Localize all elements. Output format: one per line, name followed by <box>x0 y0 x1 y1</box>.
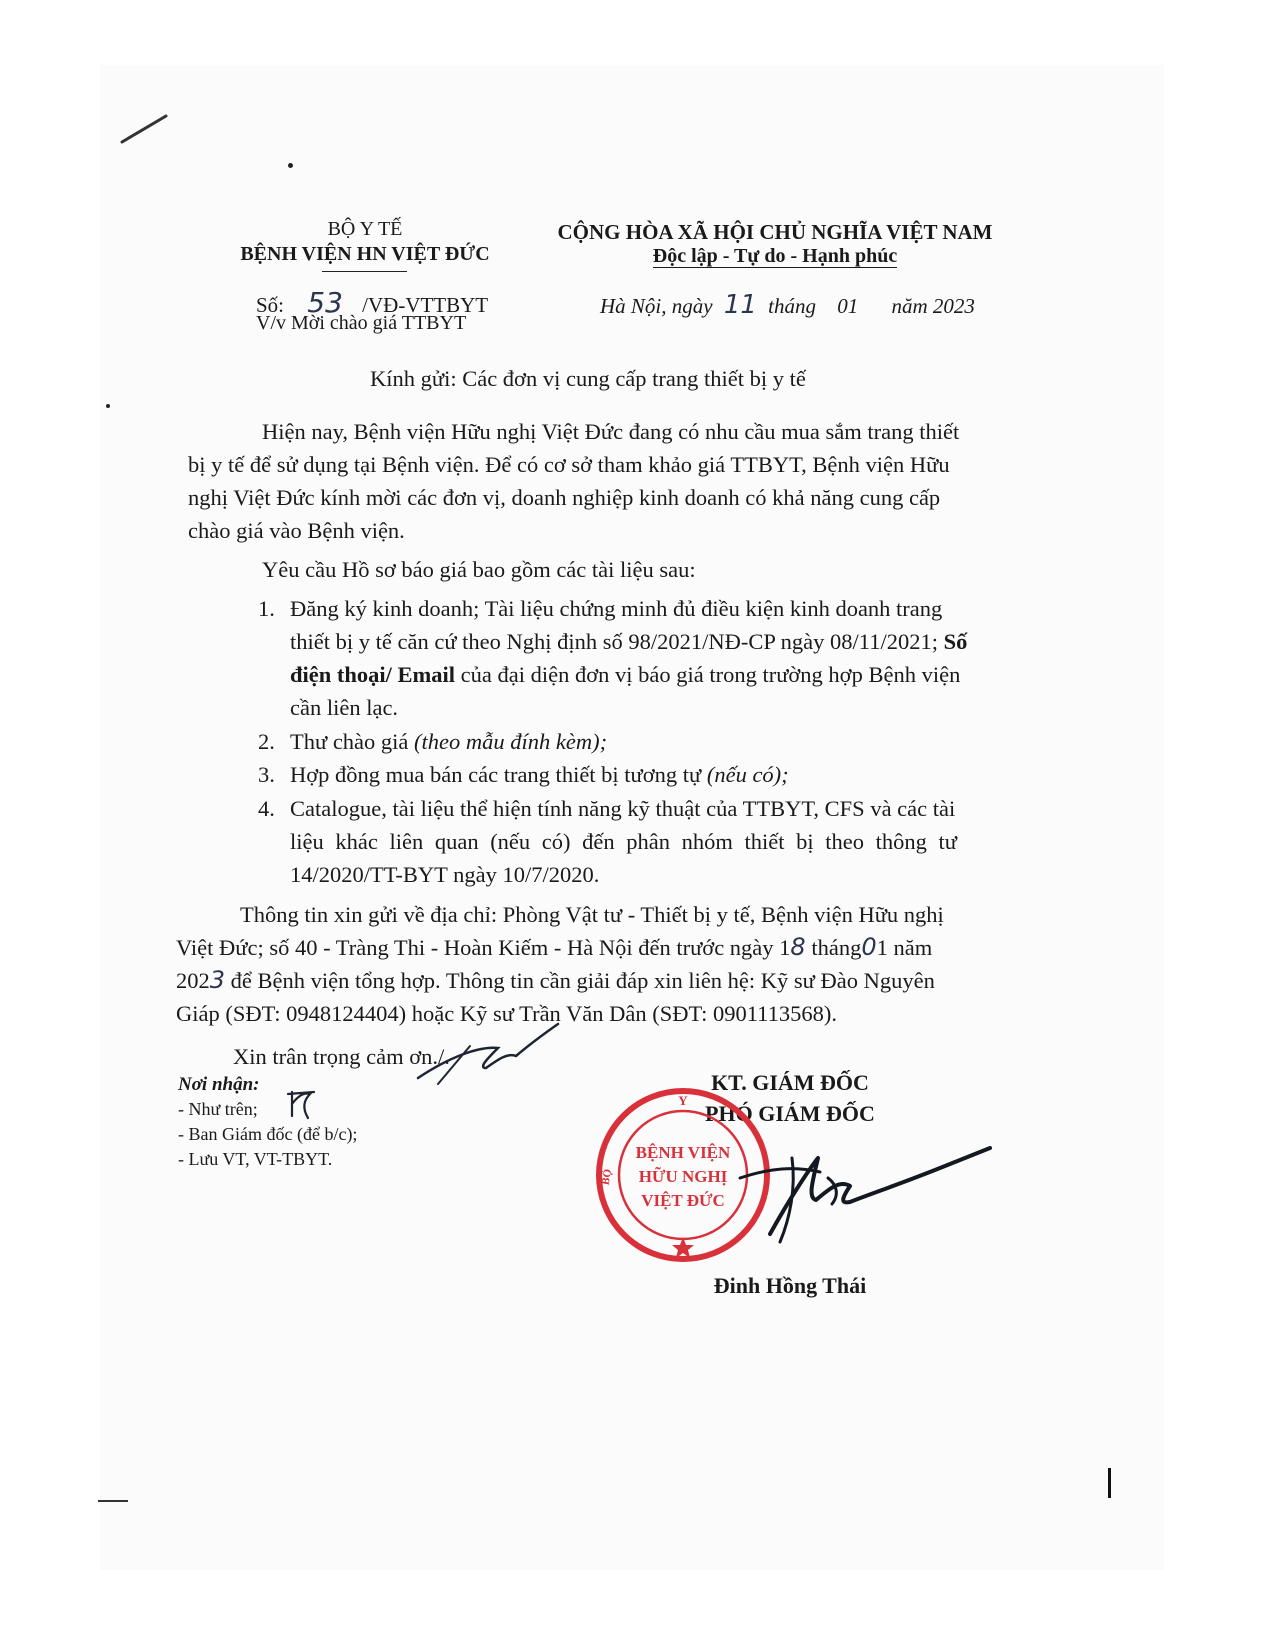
requirements-intro: Yêu cầu Hồ sơ báo giá bao gồm các tài liệu sau: <box>262 557 696 582</box>
req-num: 3. <box>258 762 275 787</box>
req-line: cần liên lạc. <box>290 695 399 720</box>
recipient-initial <box>284 1086 318 1122</box>
signer-name: Đinh Hồng Thái <box>713 1273 867 1298</box>
scan-edge-mark <box>98 1500 128 1502</box>
intro-line: bị y tế để sử dụng tại Bệnh viện. Để có cơ sở tham khảo giá TTBYT, Bệnh viện Hữu <box>188 452 950 477</box>
req-line: Hợp đồng mua bán các trang thiết bị tương tự (nếu có); <box>290 762 789 787</box>
intro-line: Hiện nay, Bệnh viện Hữu nghị Việt Đức đang có nhu cầu mua sắm trang thiết <box>262 419 960 444</box>
dot-mark <box>288 163 293 168</box>
req-line: liệu khác liên quan (nếu có) đến phân nhóm thiết bị theo thông tư <box>290 829 957 854</box>
req-line: 14/2020/TT-BYT ngày 10/7/2020. <box>290 862 600 887</box>
seal-line: HỮU NGHỊ <box>638 1167 728 1186</box>
req-line: Đăng ký kinh doanh; Tài liệu chứng minh đủ điều kiện kinh doanh trang <box>290 596 943 621</box>
req-line: Catalogue, tài liệu thể hiện tính năng kỹ thuật của TTBYT, CFS và các tài <box>290 796 956 821</box>
contact-line: 2023 để Bệnh viện tổng hợp. Thông tin cần giải đáp xin liên hệ: Kỹ sư Đào Nguyên <box>176 966 935 994</box>
seal-line: BỆNH VIỆN <box>635 1143 731 1162</box>
signature-title: KT. GIÁM ĐỐC <box>711 1070 869 1095</box>
date-line: Hà Nội, ngày 11 tháng 01 năm 2023 <box>600 290 975 320</box>
handwritten-year: 3 <box>209 966 226 994</box>
intro-line: chào giá vào Bệnh viện. <box>188 518 405 543</box>
director-signature <box>700 1138 1000 1248</box>
req-line: Thư chào giá (theo mẫu đính kèm); <box>290 729 608 754</box>
pen-mark <box>118 112 170 146</box>
handwritten-day: 11 <box>723 290 757 320</box>
subject-line: V/v Mời chào giá TTBYT <box>256 312 467 334</box>
hospital-underline <box>322 271 407 272</box>
signature-position: PHÓ GIÁM ĐỐC <box>705 1101 875 1126</box>
seal-side-letters: BỘ <box>599 1168 615 1186</box>
motto: Độc lập - Tự do - Hạnh phúc <box>652 245 898 267</box>
req-line: điện thoại/ Email của đại diện đơn vị báo giá trong trường hợp Bệnh viện <box>290 662 961 687</box>
dot-mark <box>106 404 110 408</box>
closing: Xin trân trọng cảm ơn./. <box>233 1044 450 1069</box>
ministry-name: BỘ Y TẾ <box>327 218 403 240</box>
recipient-item: - Ban Giám đốc (để b/c); <box>178 1124 358 1144</box>
intro-line: nghị Việt Đức kính mời các đơn vị, doanh nghiệp kinh doanh có khả năng cung cấp <box>188 485 941 510</box>
country-name: CỘNG HÒA XÃ HỘI CHỦ NGHĨA VIỆT NAM <box>557 220 993 244</box>
contact-line: Thông tin xin gửi về địa chỉ: Phòng Vật tư - Thiết bị y tế, Bệnh viện Hữu nghị <box>240 902 944 927</box>
handwritten-number: 53 <box>307 286 343 319</box>
handwritten-day: 8 <box>790 933 806 961</box>
greeting: Kính gửi: Các đơn vị cung cấp trang thiết bị y tế <box>370 366 806 391</box>
req-line: thiết bị y tế căn cứ theo Nghị định số 98/2021/NĐ-CP ngày 08/11/2021; Số <box>290 629 968 654</box>
handwritten-month: 0 <box>861 933 877 961</box>
req-num: 1. <box>258 596 275 621</box>
req-num: 4. <box>258 796 275 821</box>
recipients-title: Nơi nhận: <box>178 1074 260 1095</box>
seal-line: VIỆT ĐỨC <box>641 1191 725 1210</box>
scan-edge-mark <box>1108 1468 1111 1498</box>
contact-line: Việt Đức; số 40 - Tràng Thi - Hoàn Kiếm - Hà Nội đến trước ngày 18 tháng01 năm <box>176 933 933 961</box>
req-num: 2. <box>258 729 275 754</box>
contact-line: Giáp (SĐT: 0948124404) hoặc Kỹ sư Trần Văn Dân (SĐT: 0901113568). <box>176 1001 837 1026</box>
seal-top-letter: Y <box>678 1093 688 1108</box>
document-number: Số: 53 /VĐ-VTTBYT <box>256 286 489 319</box>
recipient-item: - Như trên; <box>178 1099 258 1119</box>
hospital-name: BỆNH VIỆN HN VIỆT ĐỨC <box>240 243 490 265</box>
recipient-item: - Lưu VT, VT-TBYT. <box>178 1149 333 1169</box>
initial-signature <box>408 1018 568 1088</box>
